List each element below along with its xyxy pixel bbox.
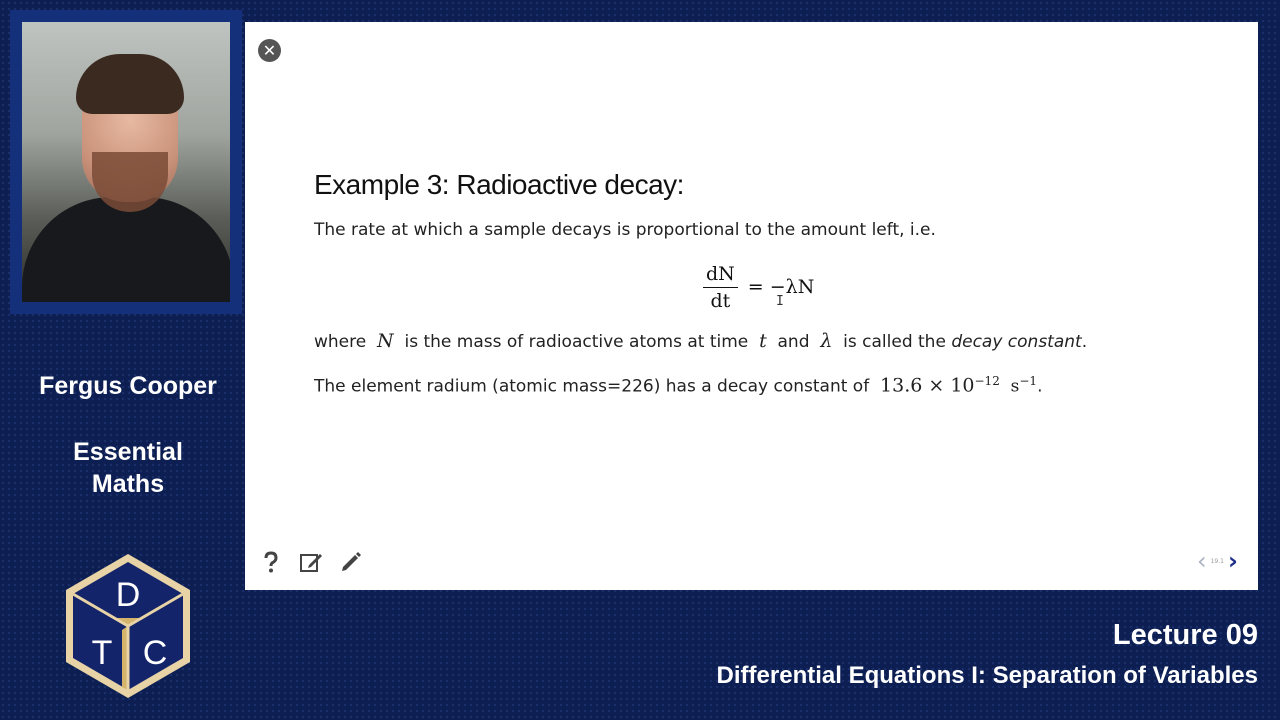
webcam-frame [10,10,242,314]
prev-arrow-icon[interactable]: ‹ [1197,547,1207,575]
variable-n: N [377,330,394,352]
decay-unit: s [1010,376,1020,397]
presenter-hair [76,54,184,114]
dtc-logo [62,552,194,700]
decay-unit-exponent: −1 [1019,374,1038,388]
decay-value: 13.6 × 10 [880,374,975,397]
logo-letter-c: C [142,634,168,672]
help-icon[interactable] [259,550,283,574]
lecture-number: Lecture 09 [1112,619,1258,651]
slide-navigation [1197,547,1238,575]
slide-paragraph-2 [314,330,1087,352]
logo-letter-d: D [115,576,141,614]
slide-title: Example 3: Radioactive decay: [314,169,684,200]
logo-letter-t: T [91,634,113,672]
close-icon[interactable]: ✕ [258,39,281,62]
decay-exponent: −12 [974,374,1000,388]
slide-paragraph-1: The rate at which a sample decays is proportional to the amount left, i.e. [314,220,936,240]
variable-t: t [759,330,767,352]
course-name [0,436,256,500]
slide-paragraph-3 [314,374,1042,397]
decay-equation [703,258,814,316]
lecture-title: Differential Equations I: Separation of Variables [716,662,1258,689]
equation-denominator: dt [710,289,731,312]
pencil-icon[interactable] [339,550,363,574]
next-arrow-icon[interactable]: › [1227,547,1238,575]
p2-text-3: and [777,332,810,352]
p3-text: The element radium (atomic mass=226) has a decay constant of [314,376,870,397]
presenter-body [22,197,230,302]
variable-lambda: λ [820,330,833,352]
course-name-line1: Essential [73,438,183,466]
equation-fraction [703,263,738,312]
p2-text-1: where [314,332,367,352]
presenter-video [22,22,230,302]
equation-numerator: dN [703,263,738,288]
course-name-line2: Maths [91,470,165,498]
p2-text-4: is called the [843,332,946,352]
presenter-name: Fergus Cooper [39,372,217,400]
notes-icon[interactable] [299,550,323,574]
text-cursor-icon: I [776,294,784,309]
decay-constant-term: decay constant [951,332,1082,352]
slide-toolbar [259,550,363,574]
p2-text-5: . [1081,332,1088,352]
equation-rhs: = −λN [747,276,815,298]
slide-number: 19.1 [1210,557,1224,565]
slide-panel [245,22,1258,590]
p2-text-2: is the mass of radioactive atoms at time [404,332,749,352]
p3-end: . [1037,376,1043,397]
